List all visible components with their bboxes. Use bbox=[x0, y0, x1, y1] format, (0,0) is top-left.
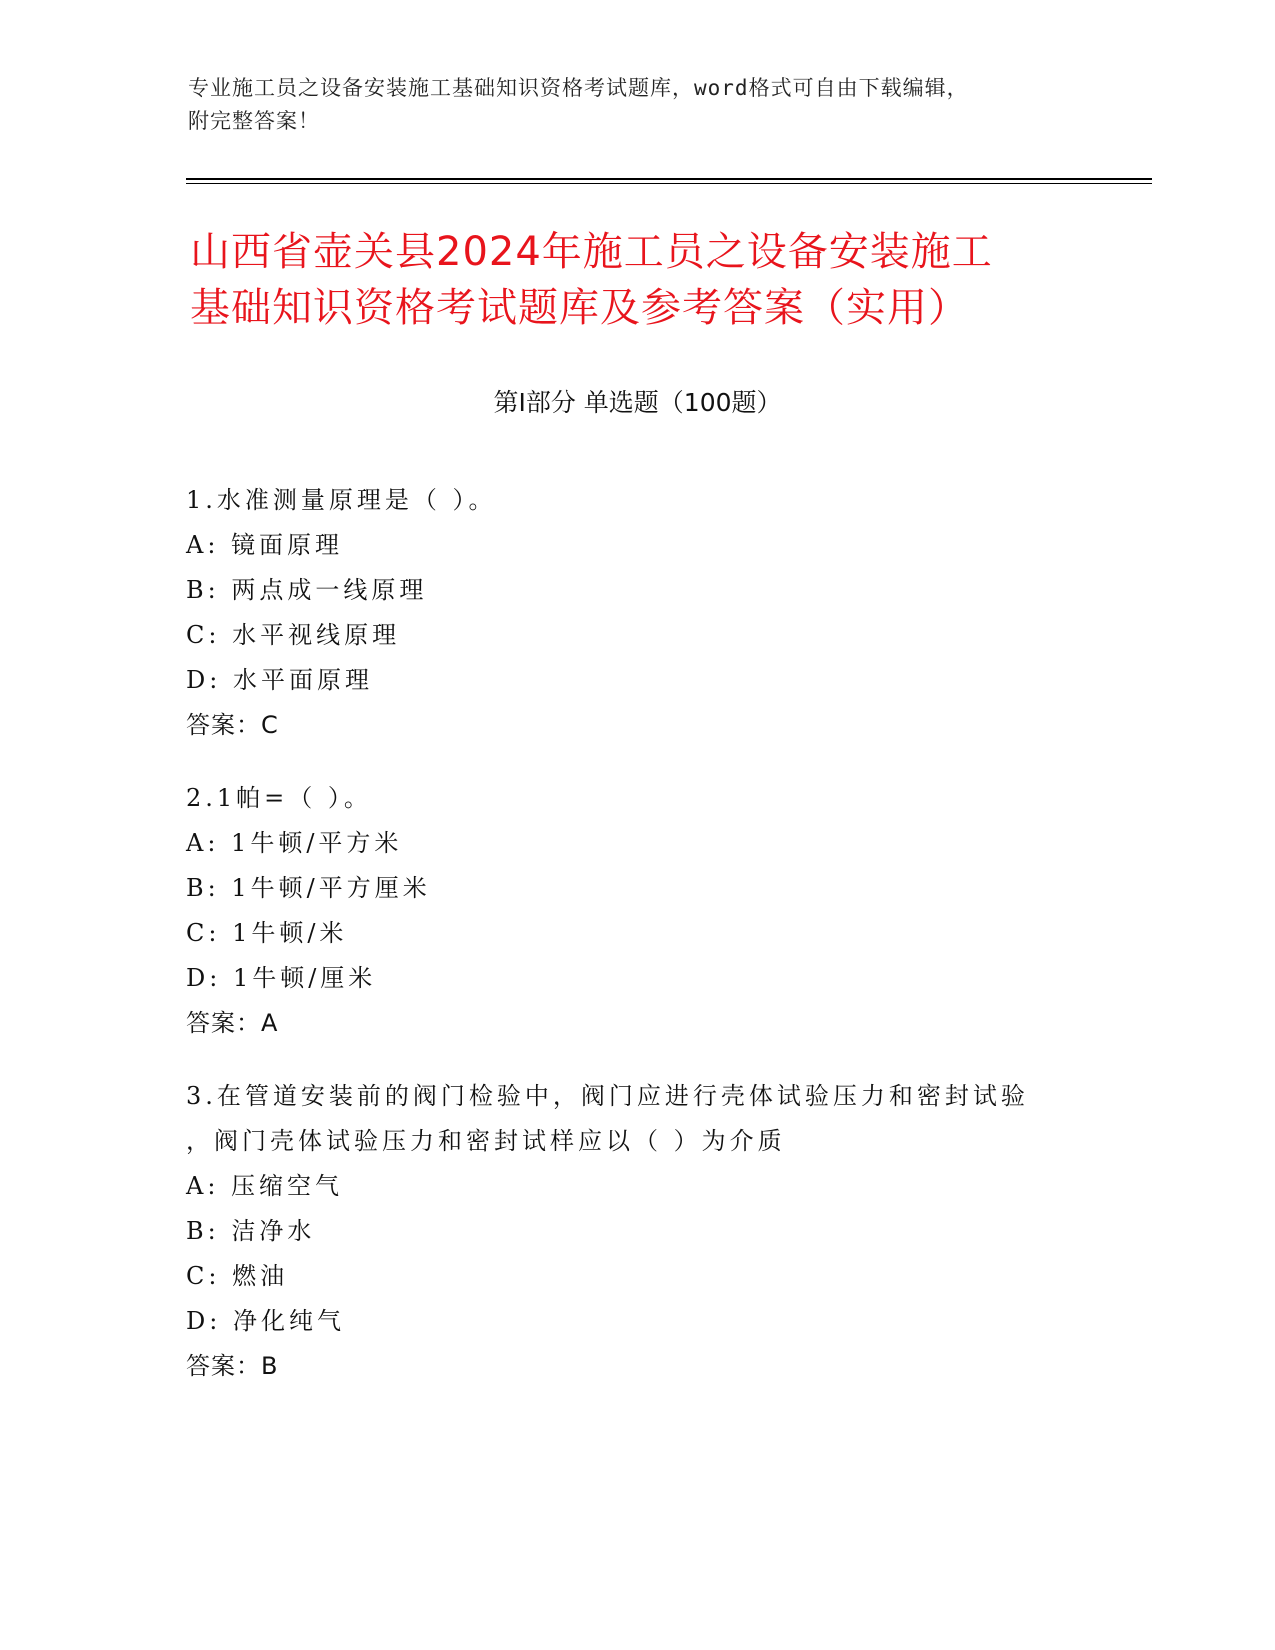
option-d: D: 水平面原理 bbox=[186, 666, 373, 694]
question-1 bbox=[186, 478, 1086, 748]
option-d: D: 1牛顿/厘米 bbox=[186, 964, 377, 992]
question-3 bbox=[186, 1074, 1086, 1389]
answer-label: 答案：A bbox=[186, 1009, 279, 1037]
answer-label: 答案：C bbox=[186, 711, 279, 739]
header-divider-thick bbox=[186, 178, 1152, 180]
question-stem-line1: 3.在管道安装前的阀门检验中，阀门应进行壳体试验压力和密封试验 bbox=[186, 1082, 1029, 1110]
answer-label: 答案：B bbox=[186, 1352, 279, 1380]
document-title-line2: 基础知识资格考试题库及参考答案（实用） bbox=[190, 285, 969, 331]
option-b: B: 1牛顿/平方厘米 bbox=[186, 874, 431, 902]
option-a: A: 1牛顿/平方米 bbox=[186, 829, 403, 857]
document-title bbox=[190, 224, 1090, 336]
document-title-line1: 山西省壶关县2024年施工员之设备安装施工 bbox=[190, 229, 993, 275]
question-list bbox=[186, 478, 1086, 1417]
question-stem: 1.水准测量原理是（ ）。 bbox=[186, 486, 497, 514]
question-2 bbox=[186, 776, 1086, 1046]
option-c: C: 水平视线原理 bbox=[186, 621, 401, 649]
header-divider-thin bbox=[186, 183, 1152, 184]
option-a: A: 镜面原理 bbox=[186, 531, 344, 559]
header-note bbox=[188, 72, 1068, 138]
header-note-line1: 专业施工员之设备安装施工基础知识资格考试题库，word格式可自由下载编辑， bbox=[188, 76, 969, 100]
option-a: A: 压缩空气 bbox=[186, 1172, 344, 1200]
option-c: C: 1牛顿/米 bbox=[186, 919, 348, 947]
option-d: D: 净化纯气 bbox=[186, 1307, 345, 1335]
section-title: 第Ⅰ部分 单选题（100题） bbox=[493, 388, 782, 417]
header-note-line2: 附完整答案！ bbox=[188, 109, 320, 133]
question-stem-line2: ，阀门壳体试验压力和密封试样应以（ ）为介质 bbox=[186, 1127, 786, 1155]
option-c: C: 燃油 bbox=[186, 1262, 289, 1290]
option-b: B: 洁净水 bbox=[186, 1217, 316, 1245]
question-stem: 2.1帕=（ ）。 bbox=[186, 784, 372, 812]
option-b: B: 两点成一线原理 bbox=[186, 576, 428, 604]
